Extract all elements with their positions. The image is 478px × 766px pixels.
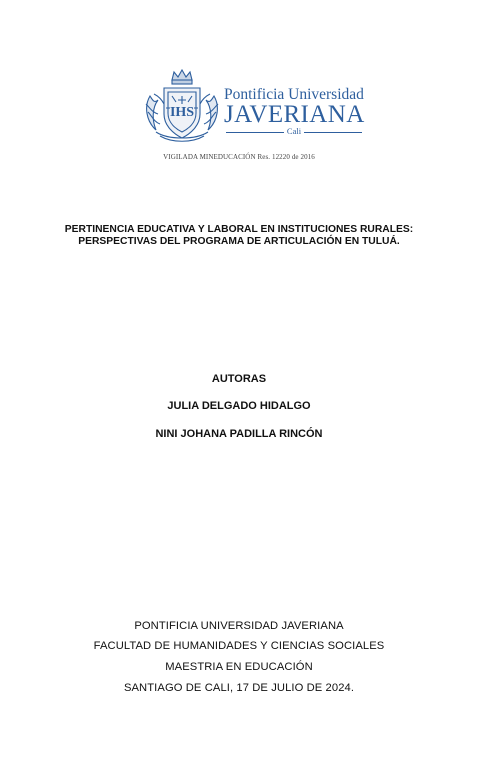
- authors-heading: AUTORAS: [211, 373, 267, 385]
- author-name: NINI JOHANA PADILLA RINCÓN: [155, 428, 323, 440]
- campus-row: [224, 127, 366, 137]
- thesis-title: [30, 224, 448, 248]
- thesis-title-line2: PERSPECTIVAS DEL PROGRAMA DE ARTICULACIÓN EN TULUÁ.: [78, 236, 400, 247]
- campus-label: Cali: [286, 126, 302, 136]
- university-logo: [142, 66, 364, 144]
- author-name: JULIA DELGADO HIDALGO: [167, 400, 311, 412]
- thesis-title-line1: PERTINENCIA EDUCATIVA Y LABORAL EN INSTITUCIONES RURALES:: [64, 224, 414, 235]
- footer-faculty: FACULTAD DE HUMANIDADES Y CIENCIAS SOCIALES: [93, 640, 385, 652]
- footer-program: MAESTRIA EN EDUCACIÓN: [165, 661, 313, 673]
- svg-text:IHS: IHS: [169, 105, 195, 120]
- footer-university: PONTIFICIA UNIVERSIDAD JAVERIANA: [134, 620, 344, 632]
- divider: [226, 132, 284, 133]
- university-name-line2: JAVERIANA: [224, 101, 365, 128]
- divider: [304, 132, 362, 133]
- accreditation-note: VIGILADA MINEDUCACIÓN Res. 12220 de 2016: [163, 153, 315, 161]
- university-seal-icon: [142, 66, 222, 144]
- footer-place-date: SANTIAGO DE CALI, 17 DE JULIO DE 2024.: [123, 682, 355, 694]
- university-name: [224, 86, 366, 137]
- university-name-line1: Pontificia Universidad: [224, 86, 364, 103]
